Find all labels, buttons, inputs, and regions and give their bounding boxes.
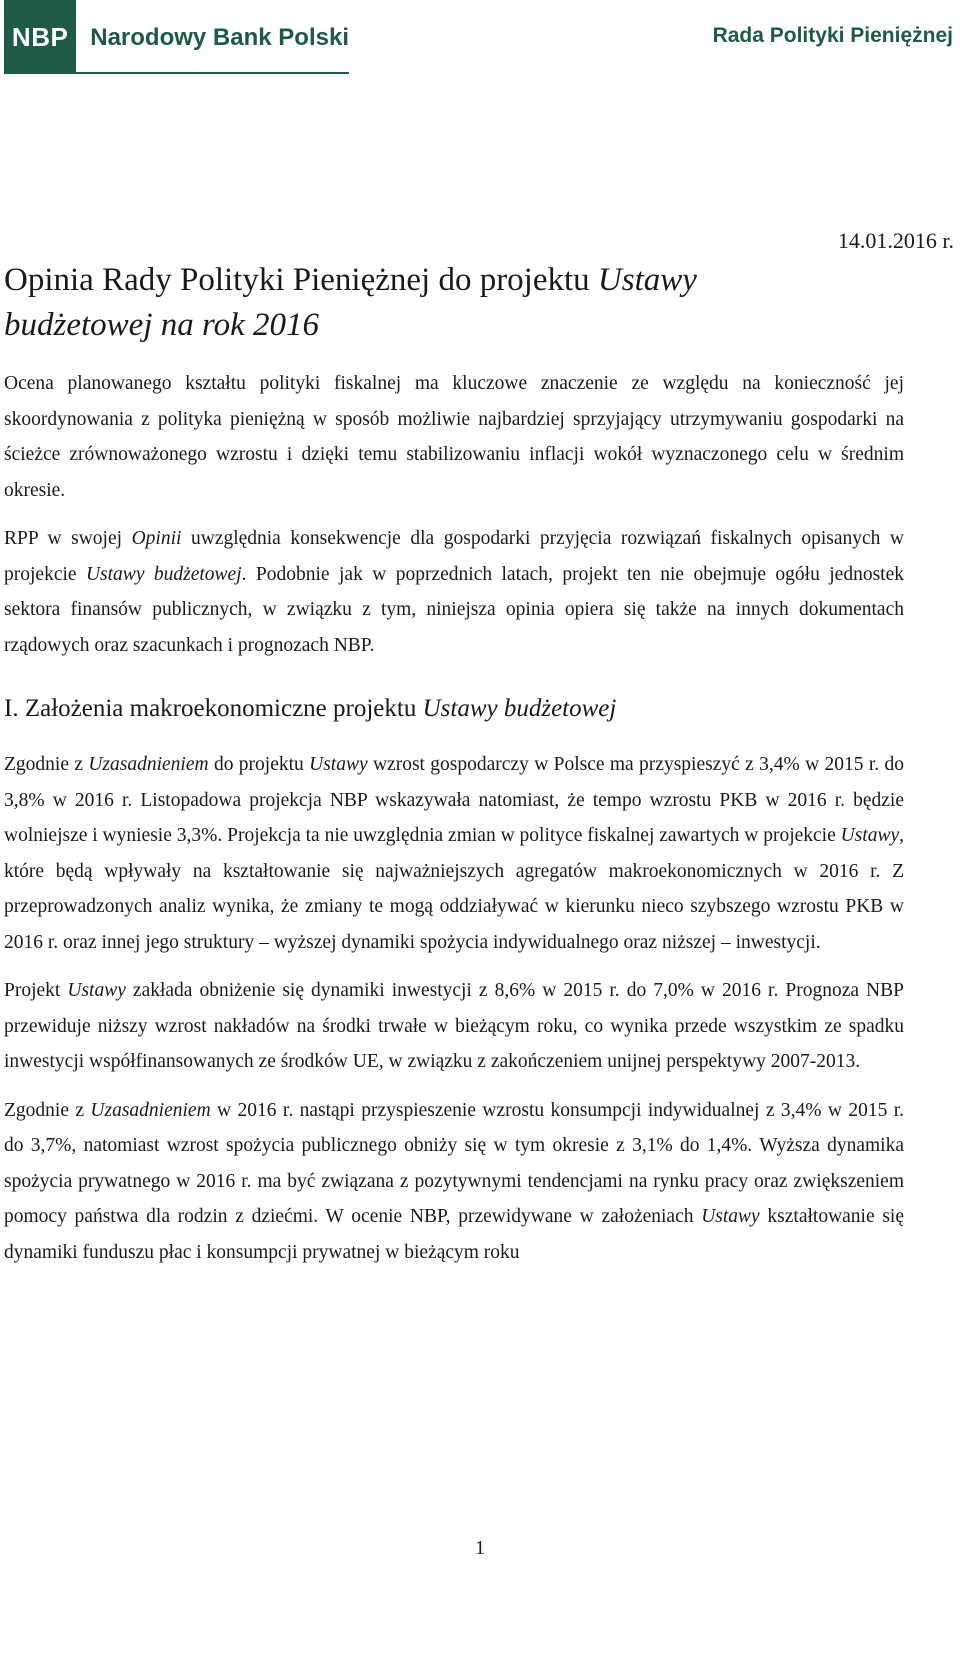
p3-italic-b: Uzasadnieniem	[88, 754, 209, 775]
document-title	[4, 258, 804, 348]
p3-text-e: wzrost gospodarczy w Polsce ma przyspieszyć z 3,4% w 2015 r. do 3,8% w 2016 r. Listopadowa projekcja NBP wskazywała natomiast, że tempo wzrostu PKB w 2016 r. będzie wolniejsze i wyniesie 3,3%. Projekcja ta nie uwzględnia zmian w polityce fiskalnej zawartych w projekcie	[4, 754, 905, 846]
p2-italic-d: Ustawy budżetowej	[85, 563, 242, 585]
p3-text-g: , które będą wpływały na kształtowanie się najważniejszych agregatów makroekonomicznych w 2016 r. Z przeprowadzonych analiz wynika, że zmiany te mogą oddziaływać w kierunku nieco szybszego wzrostu PKB w 2016 r. oraz innej jego struktury – wyższej dynamiki spożycia indywidualnego oraz niższej – inwestycji.	[4, 825, 904, 953]
p4-text-c: zakłada obniżenie się dynamiki inwestycji z 8,6% w 2015 r. do 7,0% w 2016 r. Prognoza NBP przewiduje niższy wzrost nakładów na środki trwałe w bieżącym roku, co wynika przede wszystkim ze spadku inwestycji współfinansowanych ze środków UE, w związku z zakończeniem unijnej perspektywy 2007-2013.	[4, 980, 904, 1072]
p5-italic-d: Ustawy	[701, 1206, 760, 1227]
p5-text-a: Zgodnie z	[4, 1099, 91, 1121]
paragraph-2	[4, 521, 904, 663]
p3-text-a: Zgodnie z	[4, 754, 89, 775]
bank-name: Narodowy Bank Polski	[90, 24, 349, 51]
p4-text-a: Projekt	[4, 980, 68, 1001]
p3-italic-f: Ustawy	[840, 825, 900, 846]
p2-italic-b: Opinii	[131, 528, 182, 549]
paragraph-4	[4, 973, 904, 1080]
nbp-logo: NBP	[4, 0, 76, 72]
document-date: 14.01.2016 r.	[837, 228, 954, 253]
section-heading	[4, 691, 904, 727]
document-body	[4, 366, 904, 1283]
title-text: Opinia Rady Polityki Pieniężnej do projektu	[4, 262, 598, 298]
title-italic-1: Ustawy	[597, 262, 697, 298]
council-name: Rada Polityki Pieniężnej	[712, 24, 953, 47]
p4-italic-b: Ustawy	[67, 980, 126, 1001]
header-logo-block	[4, 0, 349, 74]
paragraph-5	[4, 1093, 904, 1271]
p5-text-e: kształtowanie się dynamiki funduszu płac i konsumpcji prywatnej w bieżącym roku	[4, 1206, 905, 1263]
paragraph-3	[4, 747, 904, 960]
title-italic-2: budżetowej na rok 2016	[4, 307, 319, 343]
p3-text-c: do projektu	[208, 754, 310, 775]
page-number: 1	[475, 1537, 485, 1559]
p2-text-a: RPP w swojej	[4, 528, 132, 549]
p2-text-e: . Podobnie jak w poprzednich latach, projekt ten nie obejmuje ogółu jednostek sektora finansów publicznych, w związku z tym, niniejsza opinia opiera się także na innych dokumentach rządowych oraz szacunkach i prognozach NBP.	[4, 563, 904, 656]
p3-italic-d: Ustawy	[309, 754, 368, 775]
heading-italic: Ustawy budżetowej	[422, 695, 617, 722]
heading-text: I. Założenia makroekonomiczne projektu	[4, 695, 423, 722]
p2-text-c: uwzględnia konsekwencje dla gospodarki przyjęcia rozwiązań fiskalnych opisanych w projekcie	[4, 528, 904, 585]
paragraph-1: Ocena planowanego kształtu polityki fiskalnej ma kluczowe znaczenie ze względu na konieczność jej skoordynowania z polityka pieniężną w sposób możliwie najbardziej sprzyjający utrzymywaniu gospodarki na ścieżce zrównoważonego wzrostu i dzięki temu stabilizowaniu inflacji wokół wyznaczonego celu w średnim okresie.	[4, 373, 904, 501]
p5-text-c: w 2016 r. nastąpi przyspieszenie wzrostu konsumpcji indywidualnej z 3,4% w 2015 r. do 3,7%, natomiast wzrost spożycia publicznego obniży się w tym okresie z 3,1% do 1,4%. Wyższa dynamika spożycia prywatnego w 2016 r. ma być związana z pozytywnymi tendencjami na rynku pracy oraz zwiększeniem pomocy państwa dla rodzin z dziećmi. W ocenie NBP, przewidywane w założeniach	[4, 1099, 905, 1227]
p5-italic-b: Uzasadnieniem	[90, 1099, 211, 1121]
